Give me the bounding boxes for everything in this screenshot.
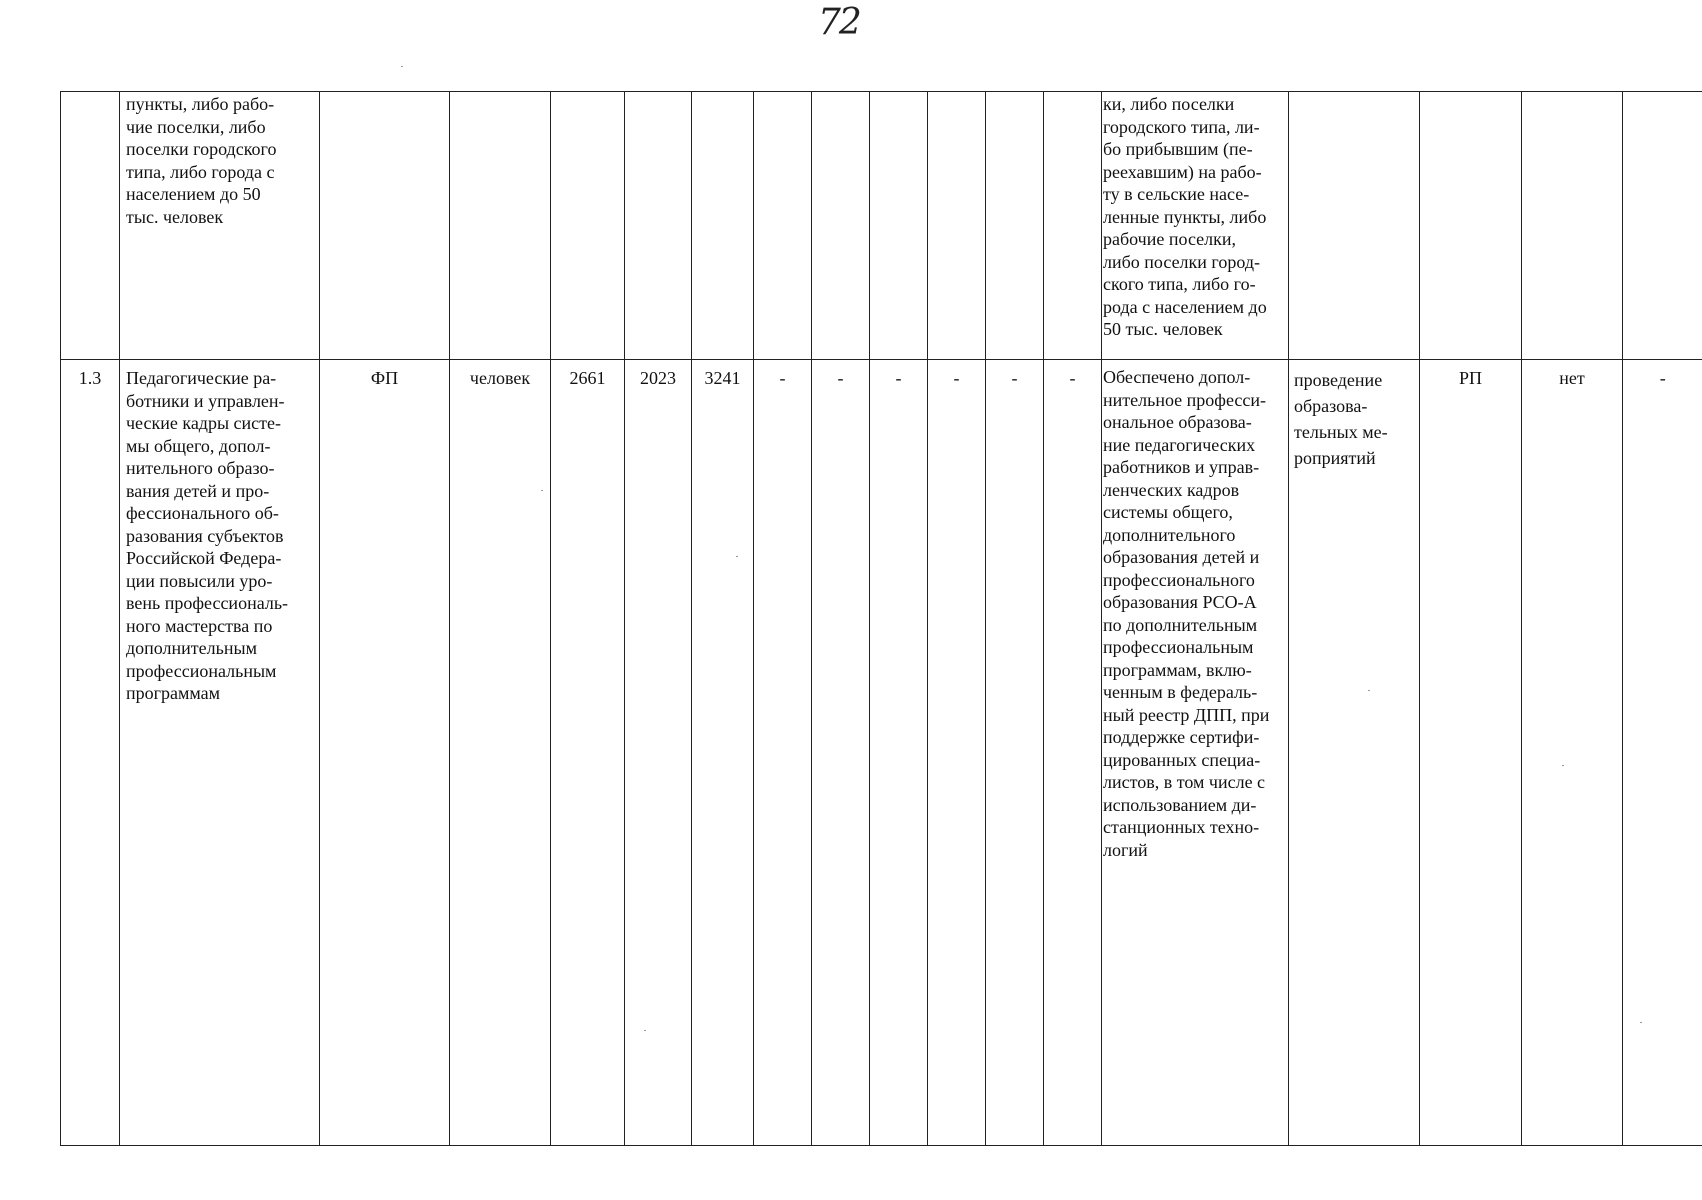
cell-description: ки, либо поселки городского типа, ли- бо прибывшим (пе- реехавшим) на рабо- ту в сельские насе- ленные пункты, либо рабочие поселки, либо поселки город- ского типа, либо го- рода с населением до 50 тыс. человек	[1102, 92, 1289, 360]
cell-year-5: -	[986, 360, 1044, 1146]
cell-level: РП	[1420, 360, 1522, 1146]
scan-speck	[1640, 1022, 1642, 1023]
table-row	[61, 92, 1702, 360]
cell-year-4: -	[928, 360, 986, 1146]
scan-speck	[541, 490, 543, 491]
scan-speck	[736, 556, 738, 557]
cell-flag	[1522, 92, 1623, 360]
cell-number	[61, 92, 120, 360]
cell-target: 3241	[692, 360, 754, 1146]
cell-year-2	[812, 92, 870, 360]
indicators-table	[60, 91, 1702, 1146]
cell-target	[692, 92, 754, 360]
cell-extra	[1623, 92, 1702, 360]
cell-year-4	[928, 92, 986, 360]
cell-year-1	[754, 92, 812, 360]
cell-year-3: -	[870, 360, 928, 1146]
cell-level	[1420, 92, 1522, 360]
cell-unit: человек	[450, 360, 551, 1146]
cell-base-year: 2023	[625, 360, 692, 1146]
cell-method	[1289, 92, 1420, 360]
cell-year-5	[986, 92, 1044, 360]
cell-base-year	[625, 92, 692, 360]
cell-extra: -	[1623, 360, 1702, 1146]
cell-year-2: -	[812, 360, 870, 1146]
scan-speck	[1368, 690, 1370, 691]
cell-base-value	[551, 92, 625, 360]
scan-speck	[1562, 765, 1564, 766]
cell-base-value: 2661	[551, 360, 625, 1146]
cell-year-1: -	[754, 360, 812, 1146]
cell-indicator-name: пункты, либо рабо- чие поселки, либо поселки городского типа, либо города с населением до 50 тыс. человек	[120, 92, 320, 360]
cell-type: ФП	[320, 360, 450, 1146]
cell-year-6	[1044, 92, 1102, 360]
cell-year-3	[870, 92, 928, 360]
cell-method: проведение образова- тельных ме- роприятий	[1289, 360, 1420, 1146]
table-row	[61, 360, 1702, 1146]
cell-type	[320, 92, 450, 360]
page-number: 72	[818, 2, 860, 43]
scan-speck	[401, 66, 403, 67]
cell-indicator-name: Педагогические ра- ботники и управлен- ческие кадры систе- мы общего, допол- нительного образо- вания детей и про- фессионального об- разования субъектов Российской Федера- ции повысили уро- вень профессиональ- ного мастерства по дополнительным профессиональным программам	[120, 360, 320, 1146]
cell-year-6: -	[1044, 360, 1102, 1146]
cell-flag: нет	[1522, 360, 1623, 1146]
cell-description: Обеспечено допол- нительное професси- ональное образова- ние педагогических работников и управ- ленческих кадров системы общего, дополнительного образования детей и профессионального образования РСО-А по дополнительным профессиональным программам, вклю- ченным в федераль- ный реестр ДПП, при поддержке сертифи- цированных специа- листов, в том числе с использованием ди- станционных техно- логий	[1102, 360, 1289, 1146]
cell-unit	[450, 92, 551, 360]
cell-number: 1.3	[61, 360, 120, 1146]
scan-speck	[644, 1030, 646, 1031]
